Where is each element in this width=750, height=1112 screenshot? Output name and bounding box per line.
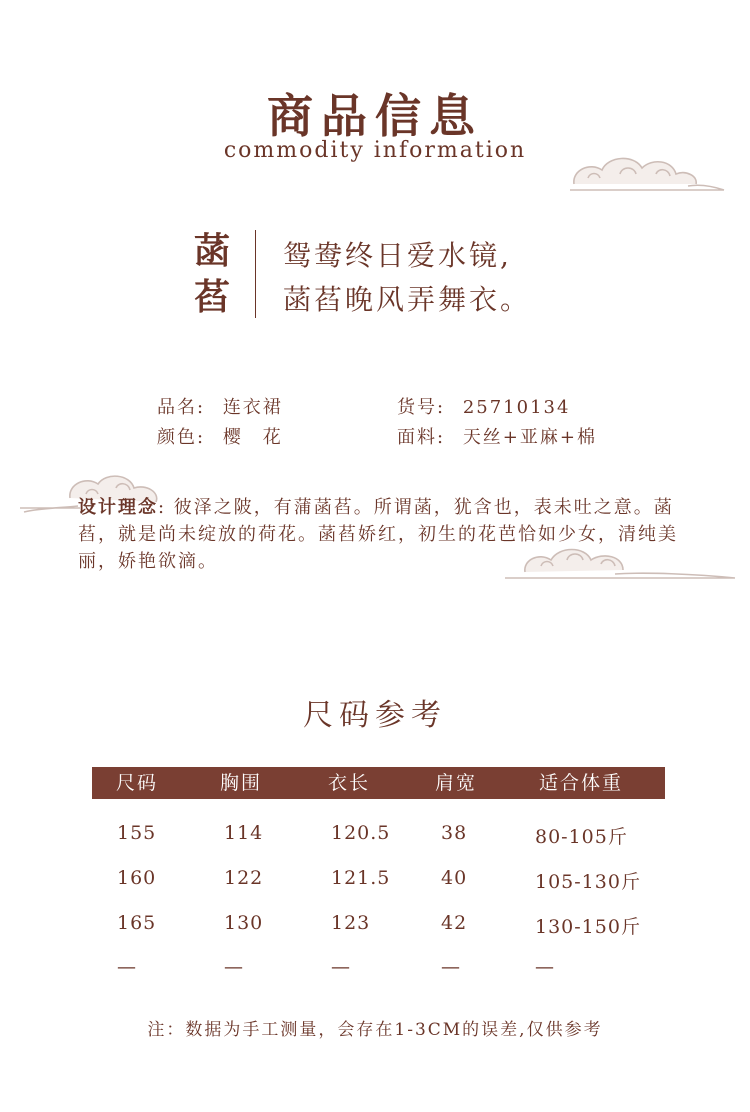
table-cell: 122 bbox=[224, 867, 264, 889]
poem-line: 菡萏晚风弄舞衣。 bbox=[283, 283, 532, 316]
color-value: 樱 花 bbox=[222, 427, 283, 448]
table-cell: — bbox=[224, 956, 244, 978]
design-concept-label: 设计理念 bbox=[78, 497, 158, 518]
table-cell: 80-105斤 bbox=[535, 826, 628, 848]
table-cell: 160 bbox=[117, 867, 157, 889]
size-table-header bbox=[92, 767, 665, 799]
table-cell: 123 bbox=[331, 912, 371, 934]
design-concept bbox=[78, 494, 688, 575]
color-row bbox=[157, 423, 283, 449]
product-name-value: 连衣裙 bbox=[222, 397, 283, 418]
header-bust: 胸围 bbox=[220, 772, 263, 794]
header-weight: 适合体重 bbox=[539, 772, 624, 794]
product-name-label: 品名: bbox=[157, 397, 206, 418]
measurement-note: 注：数据为手工测量，会存在1-3CM的误差,仅供参考 bbox=[147, 1020, 603, 1040]
size-section-title: 尺码参考 bbox=[303, 698, 447, 733]
item-number-label: 货号: bbox=[397, 397, 446, 418]
fabric-label: 面料: bbox=[397, 427, 446, 448]
item-number-value: 25710134 bbox=[462, 397, 571, 418]
table-cell: 121.5 bbox=[331, 867, 391, 889]
table-cell: 130-150斤 bbox=[535, 916, 641, 938]
divider bbox=[255, 230, 256, 318]
fabric-value: 天丝+亚麻+棉 bbox=[462, 427, 597, 448]
table-cell: 42 bbox=[441, 912, 468, 934]
page-subtitle: commodity information bbox=[223, 138, 527, 163]
table-cell: 105-130斤 bbox=[535, 871, 641, 893]
table-cell: 120.5 bbox=[331, 822, 391, 844]
design-concept-text: : 彼泽之陂，有蒲菡萏。所谓菡，犹含也，表未吐之意。菡萏，就是尚未绽放的荷花。菡萏娇红，初生的花芭恰如少女，清纯美丽，娇艳欲滴。 bbox=[78, 497, 678, 572]
header-length: 衣长 bbox=[328, 772, 371, 794]
poem-line: 鸳鸯终日爱水镜, bbox=[283, 239, 512, 272]
table-cell: — bbox=[331, 956, 351, 978]
header-size: 尺码 bbox=[116, 772, 159, 794]
table-cell: 155 bbox=[117, 822, 157, 844]
vertical-title bbox=[189, 228, 235, 320]
item-number-row bbox=[397, 393, 570, 419]
table-cell: 165 bbox=[117, 912, 157, 934]
color-label: 颜色: bbox=[157, 427, 206, 448]
page-title: 商品信息 bbox=[267, 89, 483, 143]
table-cell: — bbox=[441, 956, 461, 978]
product-name-row bbox=[157, 393, 283, 419]
table-cell: — bbox=[535, 956, 555, 978]
cloud-decoration-top bbox=[568, 148, 728, 196]
table-cell: — bbox=[117, 956, 137, 978]
table-cell: 38 bbox=[441, 822, 468, 844]
table-cell: 114 bbox=[224, 822, 264, 844]
poem bbox=[283, 234, 531, 322]
vertical-title-char: 菡 bbox=[193, 230, 230, 272]
header-shoulder: 肩宽 bbox=[435, 772, 478, 794]
fabric-row bbox=[397, 423, 597, 449]
vertical-title-char: 萏 bbox=[193, 276, 230, 318]
table-cell: 40 bbox=[441, 867, 468, 889]
table-cell: 130 bbox=[224, 912, 264, 934]
